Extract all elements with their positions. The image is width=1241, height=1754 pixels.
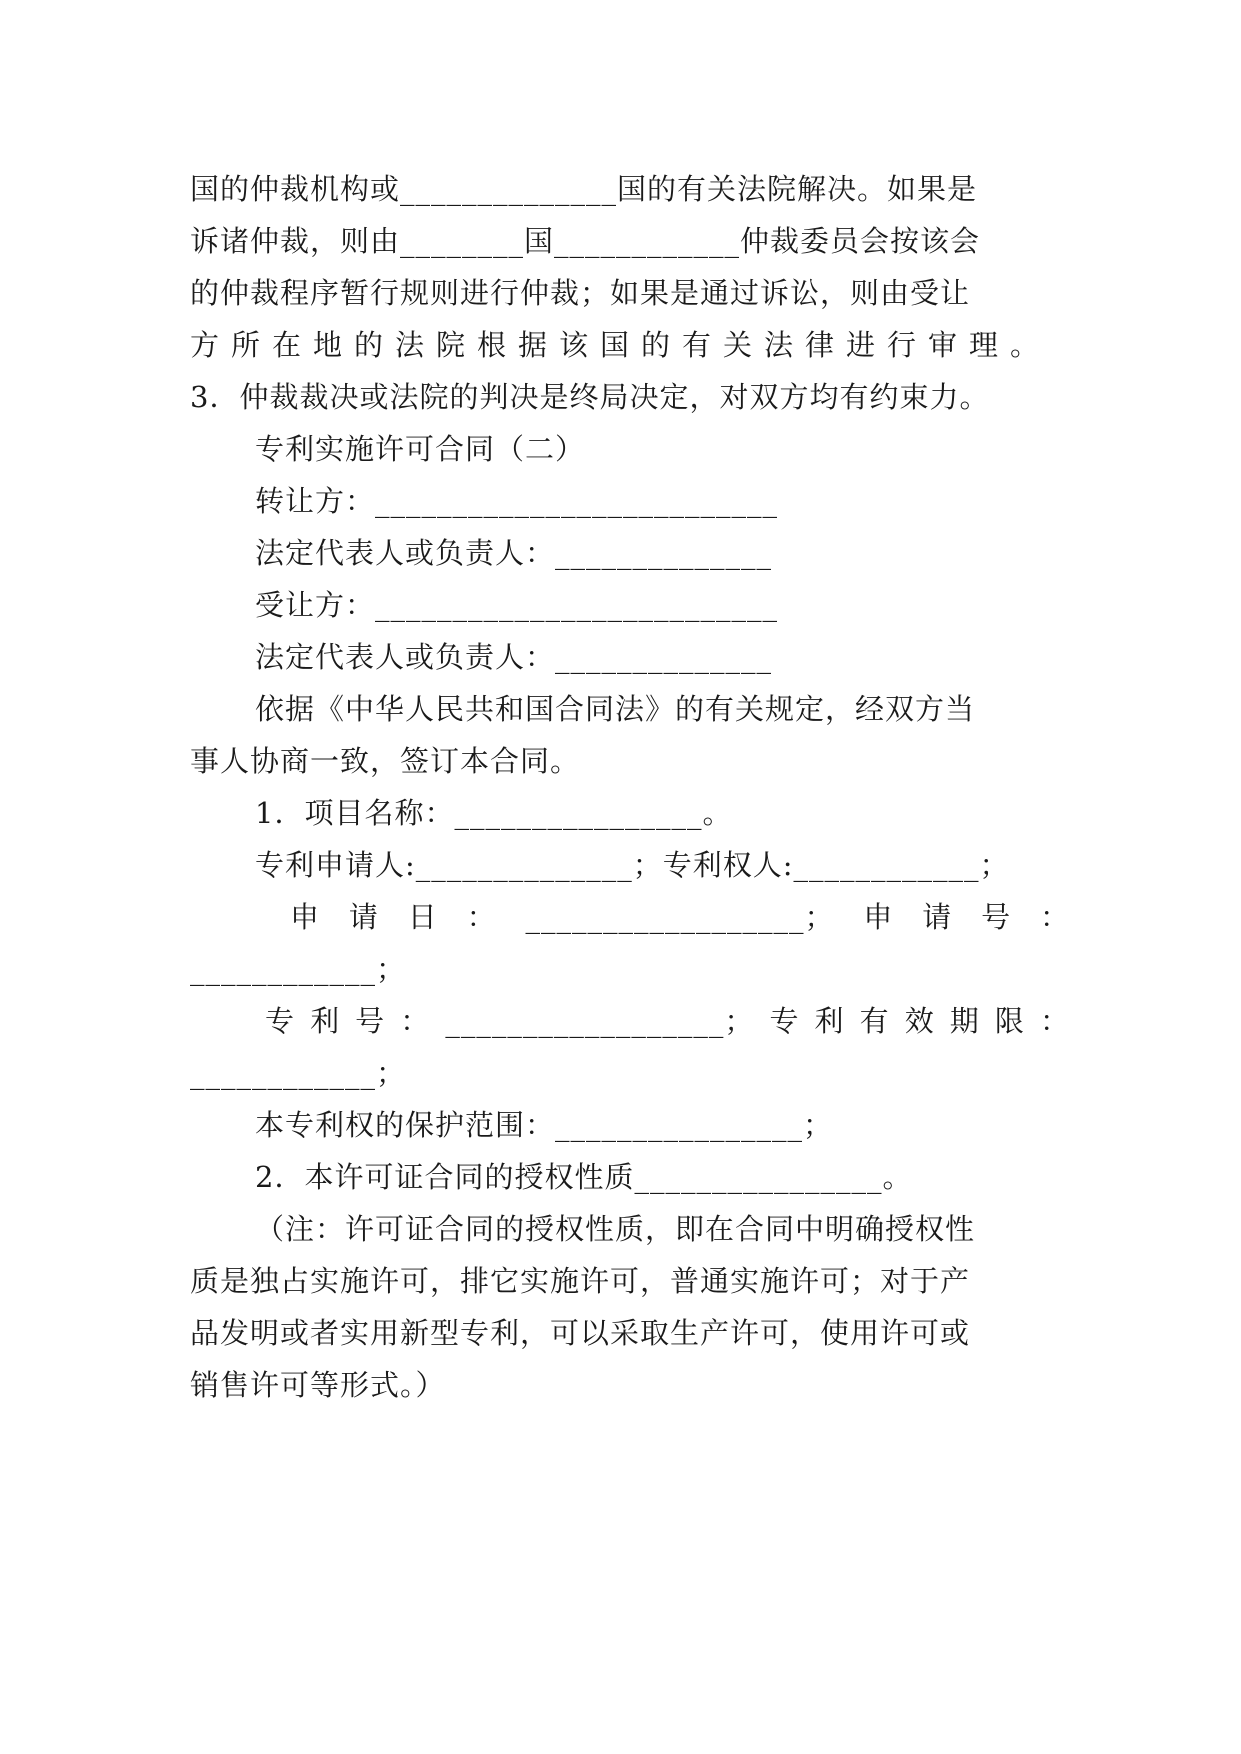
paragraph-line-3: 的仲裁程序暂行规则进行仲裁；如果是通过诉讼，则由受让 (190, 276, 971, 310)
application-date-number-field: 申请日：__________________；申请号： (290, 900, 1070, 934)
contract-title: 专利实施许可合同（二） (255, 432, 586, 466)
preamble-line-1: 依据《中华人民共和国合同法》的有关规定，经双方当 (255, 692, 976, 726)
transferee-representative-field: 法定代表人或负责人：______________ (255, 640, 773, 674)
note-line-3: 品发明或者实用新型专利，可以采取生产许可，使用许可或 (190, 1316, 971, 1350)
transferee-field: 受让方：__________________________ (255, 588, 779, 622)
clause-3: 3．仲裁裁决或法院的判决是终局决定，对双方均有约束力。 (190, 380, 990, 414)
validity-blank: ____________； (190, 1056, 407, 1090)
transferor-field: 转让方：__________________________ (255, 484, 779, 518)
paragraph-line-1: 国的仲裁机构或______________国的有关法院解决。如果是 (190, 172, 978, 206)
protection-scope-field: 本专利权的保护范围：________________； (255, 1108, 834, 1142)
project-name-field: 1．项目名称：________________。 (255, 796, 733, 830)
paragraph-line-2: 诉诸仲裁，则由________国____________仲裁委员会按该会 (190, 224, 981, 258)
paragraph-line-4: 方所在地的法院根据该国的有关法律进行审理。 (190, 328, 1040, 362)
patent-applicant-holder-field: 专利申请人:______________；专利权人:____________； (255, 848, 1010, 882)
application-number-blank: ____________； (190, 952, 407, 986)
transferor-representative-field: 法定代表人或负责人：______________ (255, 536, 773, 570)
note-line-1: （注：许可证合同的授权性质，即在合同中明确授权性 (255, 1212, 976, 1246)
note-line-4: 销售许可等形式。） (190, 1368, 446, 1402)
patent-number-validity-field: 专利号：__________________；专利有效期限： (265, 1004, 1070, 1038)
license-nature-field: 2．本许可证合同的授权性质________________。 (255, 1160, 913, 1194)
preamble-line-2: 事人协商一致，签订本合同。 (190, 744, 581, 778)
note-line-2: 质是独占实施许可，排它实施许可，普通实施许可；对于产 (190, 1264, 971, 1298)
